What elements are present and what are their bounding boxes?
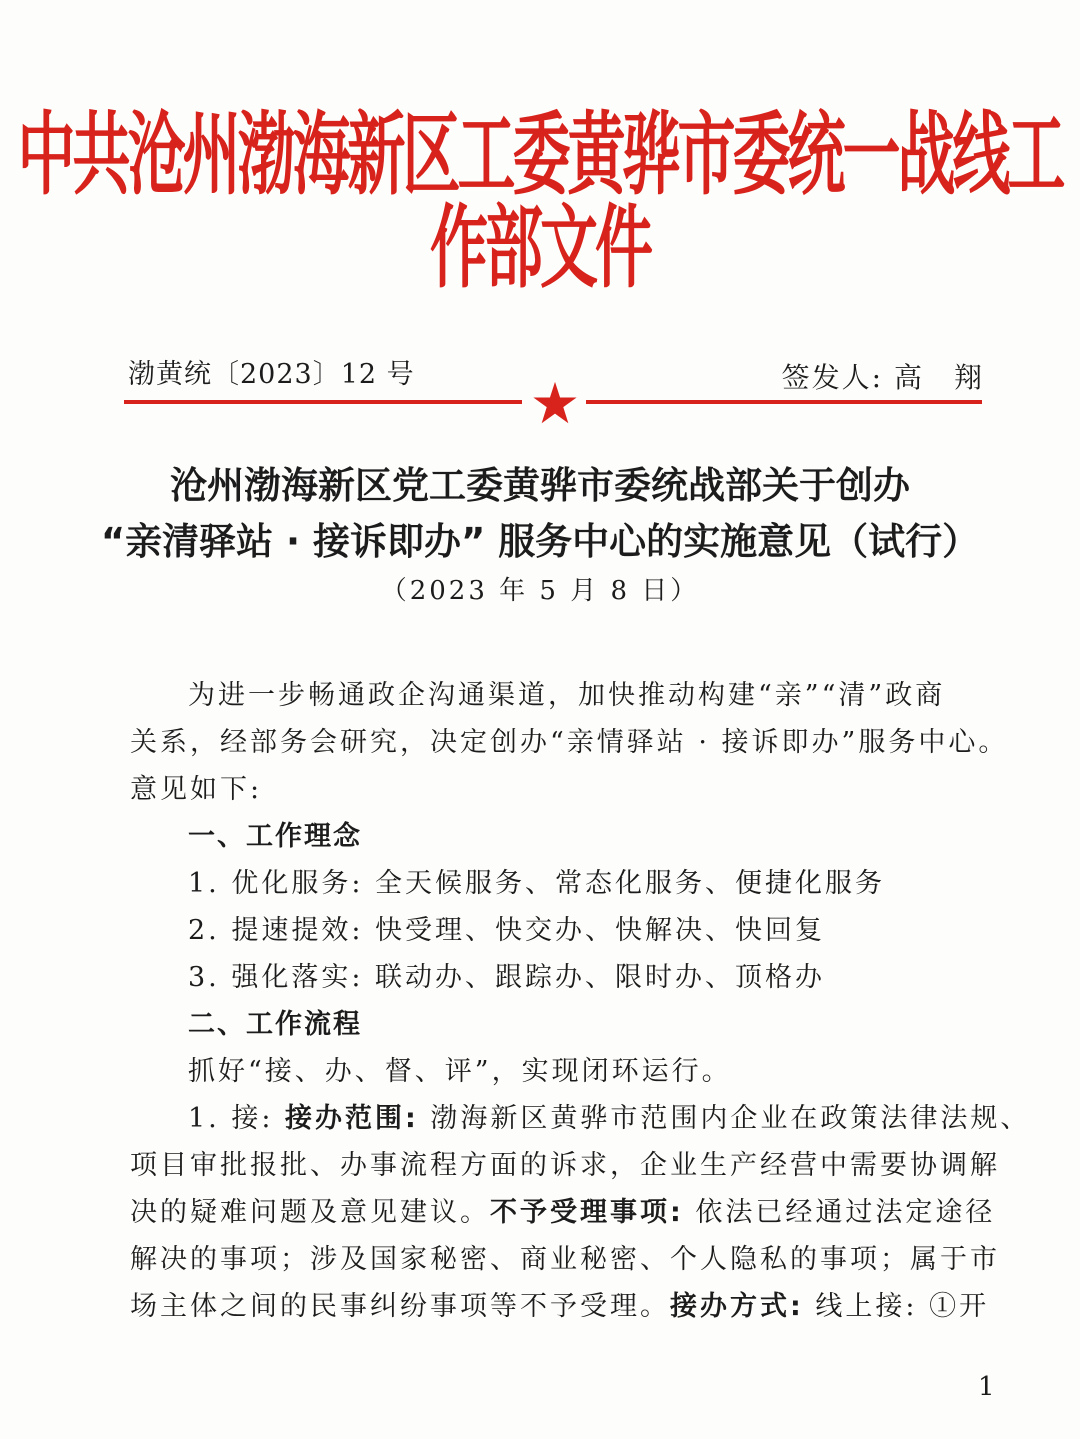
red-rule-left: [124, 400, 522, 404]
intro-line-3: 意见如下:: [130, 774, 263, 805]
section-1-item-3: 3. 强化落实: 联动办、跟踪办、限时办、顶格办: [188, 962, 826, 993]
method-text: 线上接: ①开: [803, 1291, 990, 1322]
scope-text: 渤海新区黄骅市范围内企业在政策法律法规、: [418, 1103, 1031, 1134]
document-body: [130, 672, 1031, 1330]
exclusion-text: 依法已经通过法定途径: [683, 1197, 996, 1228]
section-2-intro: 抓好“接、办、督、评”，实现闭环运行。: [188, 1056, 732, 1087]
document-number: 渤黄统〔2023〕12 号: [128, 359, 415, 390]
intro-line-2: 关系，经部务会研究，决定创办“亲情驿站 · 接诉即办”服务中心。: [130, 727, 1009, 758]
receive-label: 1. 接:: [188, 1103, 286, 1134]
exclusion-label: 不予受理事项:: [490, 1197, 684, 1228]
intro-line-1: 为进一步畅通政企沟通渠道，加快推动构建“亲”“清”政商: [188, 680, 946, 711]
title-line-2: “亲清驿站 · 接诉即办” 服务中心的实施意见（试行）: [100, 520, 980, 563]
red-rule-right: [586, 400, 982, 404]
section-1-item-1: 1. 优化服务: 全天候服务、常态化服务、便捷化服务: [188, 868, 886, 899]
section-2-paragraph-line-3: [130, 1189, 1000, 1236]
scope-label: 接办范围:: [285, 1103, 419, 1134]
document-title: [0, 458, 1080, 570]
document-date: （2023 年 5 月 8 日）: [380, 576, 700, 606]
section-2-paragraph-line-1: [130, 1095, 1031, 1142]
red-masthead: 中共沧州渤海新区工委黄骅市委统一战线工作部文件: [17, 101, 1063, 301]
page-number: 1: [978, 1372, 995, 1402]
section-2-heading: 二、工作流程: [188, 1009, 362, 1040]
red-star-icon: [532, 380, 578, 426]
issuer-signature: 签发人: 高 翔: [781, 361, 984, 394]
exclusion-text-end: 场主体之间的民事纠纷事项等不予受理。: [130, 1291, 670, 1322]
title-line-1: 沧州渤海新区党工委黄骅市委统战部关于创办: [170, 464, 910, 507]
section-2-paragraph-line-5: [130, 1283, 1000, 1330]
section-2-paragraph-line-2: 项目审批报批、办事流程方面的诉求，企业生产经营中需要协调解: [130, 1150, 1000, 1181]
section-2-paragraph-line-4: 解决的事项；涉及国家秘密、商业秘密、个人隐私的事项；属于市: [130, 1244, 1000, 1275]
section-1-item-2: 2. 提速提效: 快受理、快交办、快解决、快回复: [188, 915, 826, 946]
method-label: 接办方式:: [670, 1291, 804, 1322]
scope-text-end: 决的疑难问题及意见建议。: [130, 1197, 490, 1228]
section-1-heading: 一、工作理念: [188, 821, 362, 852]
